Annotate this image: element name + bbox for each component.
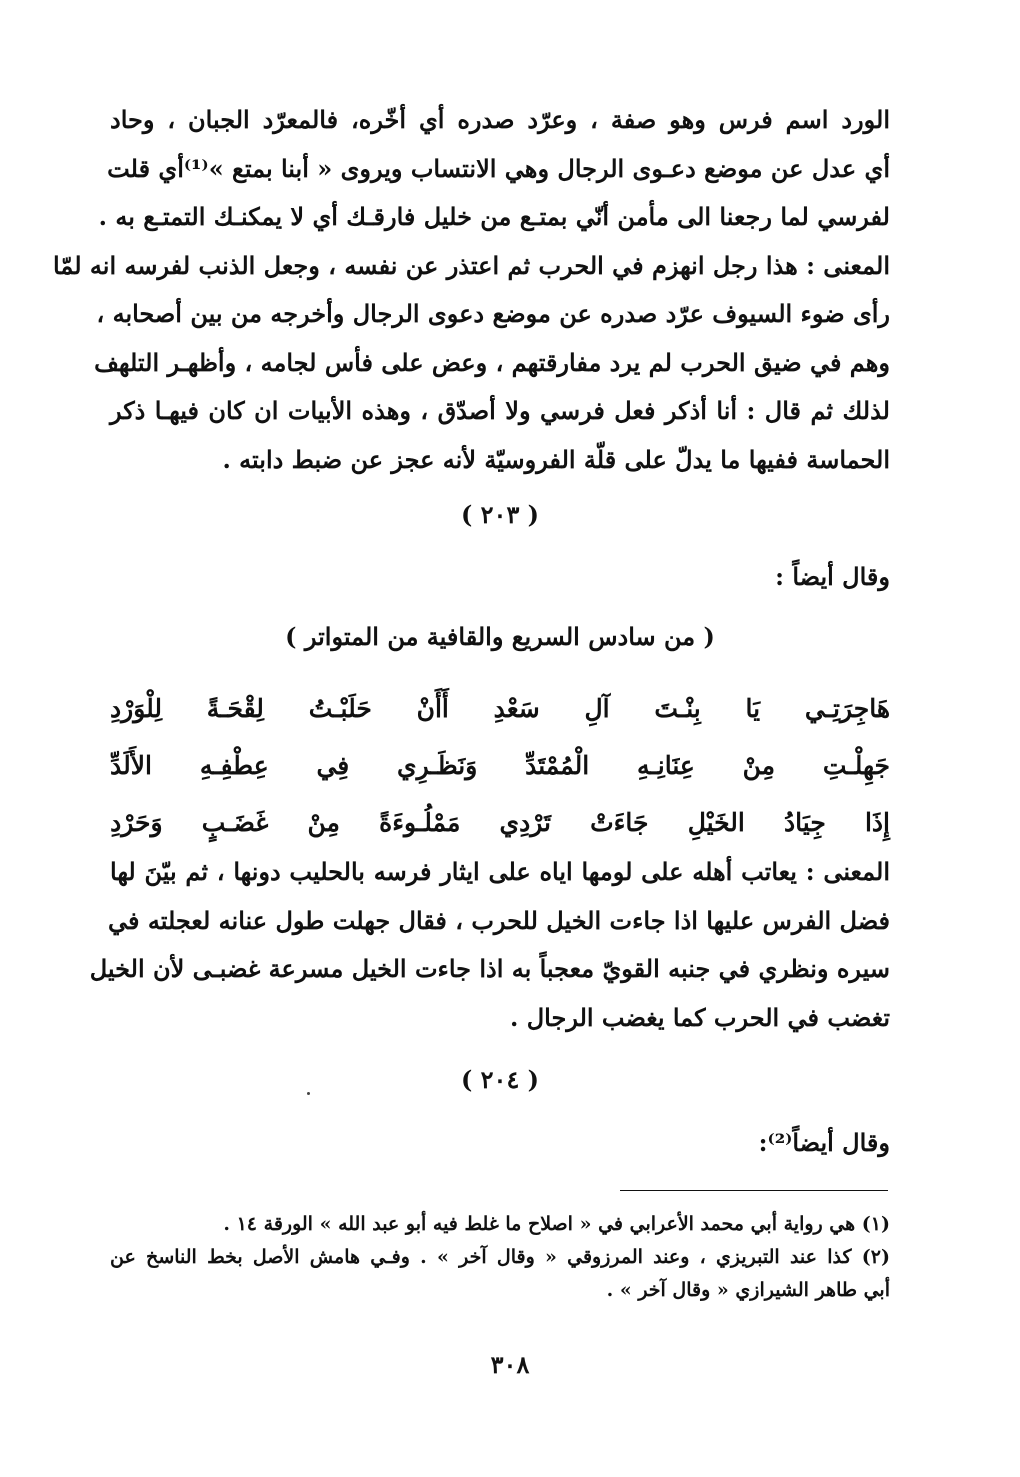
verse-word: مِنْ — [307, 808, 340, 837]
verse-line — [110, 680, 890, 737]
verse-word: جِيَادُ — [784, 808, 826, 837]
verse-word: وَحَرْدِ — [110, 808, 163, 837]
section-number: ( ٢٠٤ ) — [460, 1065, 540, 1094]
text-line: سيره ونظري في جنبه القويّ معجباً به اذا جاءت الخيل مسرعة غضبـى لأن الخيل — [89, 954, 890, 983]
verse-word: تَرْدِي — [499, 808, 551, 837]
verse-word: الْمُمْتَدِّ — [525, 751, 590, 780]
text-line: أي عدل عن موضع دعـوى الرجال وهي الانتساب ويروى « أبنا بمتع »⁽¹⁾أي قلت — [107, 153, 890, 183]
speck-mark — [307, 1092, 310, 1095]
verse-word: حَلَبْـتُ — [308, 694, 372, 723]
text-line: وهم في ضيق الحرب لم يرد مفارقتهم ، وعض على فأس لجامه ، وأظهـر التلهف — [94, 347, 890, 377]
verse-word: لِقْحَـةً — [206, 694, 264, 723]
text-line: الحماسة ففيها ما يدلّ على قلّة الفروسيّة لأنه عجز عن ضبط دابته . — [222, 444, 890, 474]
meter-heading: ( من سادس السريع والقافية من المتواتر ) — [285, 622, 715, 651]
section-number: ( ٢٠٣ ) — [460, 500, 540, 529]
verse-word: جَهِلْـتِ — [822, 751, 890, 780]
verse-line — [110, 737, 890, 794]
verse-word: هَاجِرَتِـي — [804, 694, 890, 723]
verse-word: سَعْدِ — [493, 694, 540, 723]
footnote-2: (٢) كذا عند التبريزي ، وعند المرزوقي « وقال آخر » . وفـي هامش الأصل بخط الناسخ عن — [110, 1246, 890, 1268]
text-line: المعنى : هذا رجل انهزم في الحرب ثم اعتذر عن نفسه ، وجعل الذنب لفرسه انه لمّا — [53, 250, 890, 280]
verse-word: جَاءَتْ — [590, 808, 649, 837]
commentary-paragraph-1 — [53, 96, 890, 484]
verse-line — [110, 794, 890, 851]
text-line: لفرسي لما رجعنا الى مأمن أنّي بمتـع من خليل فارقـك أي لا يمكنـك التمتـع به . — [98, 202, 890, 231]
text-line: الورد اسم فرس وهو صفة ، وعرّد صدره أي أخّره، فالمعرّد الجبان ، وحاد — [110, 105, 890, 134]
verse-word: عِطْفِـهِ — [199, 751, 269, 780]
verse-word: بِنْـتَ — [654, 694, 701, 723]
poem-intro: وقال أيضاً⁽²⁾: — [758, 1128, 890, 1157]
text-line: فضل الفرس عليها اذا جاءت الخيل للحرب ، فقال جهلت طول عنانه لعجلته في — [108, 905, 890, 935]
verse-word: الأَلَدِّ — [110, 751, 152, 780]
verse-word: مِنْ — [742, 751, 776, 780]
poem-verses — [110, 680, 890, 851]
verse-word: وَنَظَـرِي — [397, 751, 478, 780]
verse-word: إِذَا — [864, 808, 890, 837]
footnotes — [110, 1208, 890, 1307]
verse-word: مَمْلُـوءَةً — [379, 808, 461, 837]
text-line: رأى ضوء السيوف عرّد صدره عن موضع دعوى الرجال وأخرجه من بين أصحابه ، — [96, 299, 890, 328]
verse-word: يَا — [745, 694, 761, 723]
poem-intro: وقال أيضاً : — [775, 562, 890, 591]
verse-word: عِنَانِـهِ — [637, 751, 695, 780]
verse-word: أَأَنْ — [416, 694, 449, 723]
commentary-paragraph-2 — [89, 848, 890, 1042]
footnote-2-cont: أبي طاهر الشيرازي « وقال آخر » . — [606, 1279, 890, 1301]
verse-word: آلِ — [584, 694, 610, 723]
text-line: المعنى : يعاتب أهله على لومها اياه على ايثار فرسه بالحليب دونها ، ثم بيّنَ لها — [110, 857, 890, 886]
footnote-1: (١) هي رواية أبي محمد الأعرابي في « اصلاح ما غلط فيه أبو عبد الله » الورقة ١٤ . — [223, 1213, 890, 1235]
text-line: لذلك ثم قال : أنا أذكر فعل فرسي ولا أصدّق ، وهذه الأبيات ان كان فيهـا ذكر — [110, 396, 890, 425]
verse-word: فِي — [316, 751, 350, 780]
text-line: تغضب في الحرب كما يغضب الرجال . — [510, 1002, 890, 1032]
verse-word: غَضَـبٍ — [201, 808, 269, 837]
verse-word: لِلْوَرْدِ — [110, 694, 163, 723]
page-number: ٣٠٨ — [490, 1350, 530, 1379]
footnote-rule — [620, 1190, 888, 1191]
verse-word: الخَيْلِ — [687, 808, 745, 837]
